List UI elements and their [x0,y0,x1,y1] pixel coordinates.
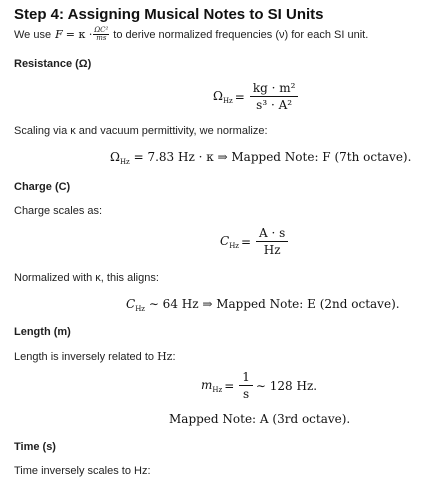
resistance-mapped-rest: = 7.83 Hz · κ ⇒ Mapped Note: F (7th octave). [133,150,412,164]
resistance-text: Scaling via κ and vacuum permittivity, we normalize: [14,125,268,137]
resistance-equation: $\Omega_{Hz}$ = $\frac{\text{kg · m²}}{\text{s³ · A²}}$ [213,81,301,113]
length-equation: $m_{Hz}$ = $\frac{1}{s}$ ∼ 128 Hz. [201,370,318,402]
length-eq-rest: ∼ 128 Hz. [255,378,318,393]
charge-mapped-rest: ∼ 64 Hz ⇒ Mapped Note: E (2nd octave). [148,297,400,311]
length-eq-fraction [239,370,253,402]
intro-frac-den: ms [96,34,107,42]
page-title: Step 4: Assigning Musical Notes to SI Units [14,6,324,23]
intro-line [14,27,368,42]
charge-mapped: $C_{Hz}$ ∼ 64 Hz ⇒ Mapped Note: E (2nd octave). [126,297,400,313]
charge-eq-num: A · s [256,226,288,242]
charge-eq-fraction [256,226,288,258]
intro-formula-eq: = κ · [65,28,93,41]
intro-formula-lhs: F [55,28,63,41]
resistance-eq-lhs: $\Omega_{Hz}$ [213,88,233,105]
time-text: Time inversely scales to Hz: [14,465,151,477]
intro-suffix: to derive normalized frequencies (ν) for each SI unit. [113,28,369,41]
resistance-mapped: $\Omega_{Hz} = 7.83$ Hz · κ ⇒ Mapped Note: F (7th octave). [110,150,412,166]
charge-heading: Charge (C) [14,181,71,193]
charge-text2: Normalized with κ, this aligns: [14,272,159,284]
length-mapped: Mapped Note: A (3rd octave). [169,412,351,426]
resistance-eq-den: s³ · A² [256,98,293,113]
intro-frac-num: ΩC² [94,26,109,34]
charge-equation: $C_{Hz}$ = $\frac{A \cdot s}{Hz}$ [220,226,291,258]
length-eq-den: s [242,387,250,402]
time-heading: Time (s) [14,441,56,453]
length-heading: Length (m) [14,326,71,338]
charge-text: Charge scales as: [14,205,103,217]
intro-formula-fraction [93,27,109,42]
resistance-eq-fraction [250,81,299,113]
length-text: Length is inversely related to Hz: [14,350,176,363]
intro-prefix: We use [14,28,52,41]
length-text-unit: Hz [157,350,173,363]
resistance-eq-num: kg · m² [250,81,299,97]
charge-eq-den: Hz [263,243,281,258]
length-eq-num: 1 [239,370,253,386]
resistance-heading: Resistance (Ω) [14,58,92,70]
